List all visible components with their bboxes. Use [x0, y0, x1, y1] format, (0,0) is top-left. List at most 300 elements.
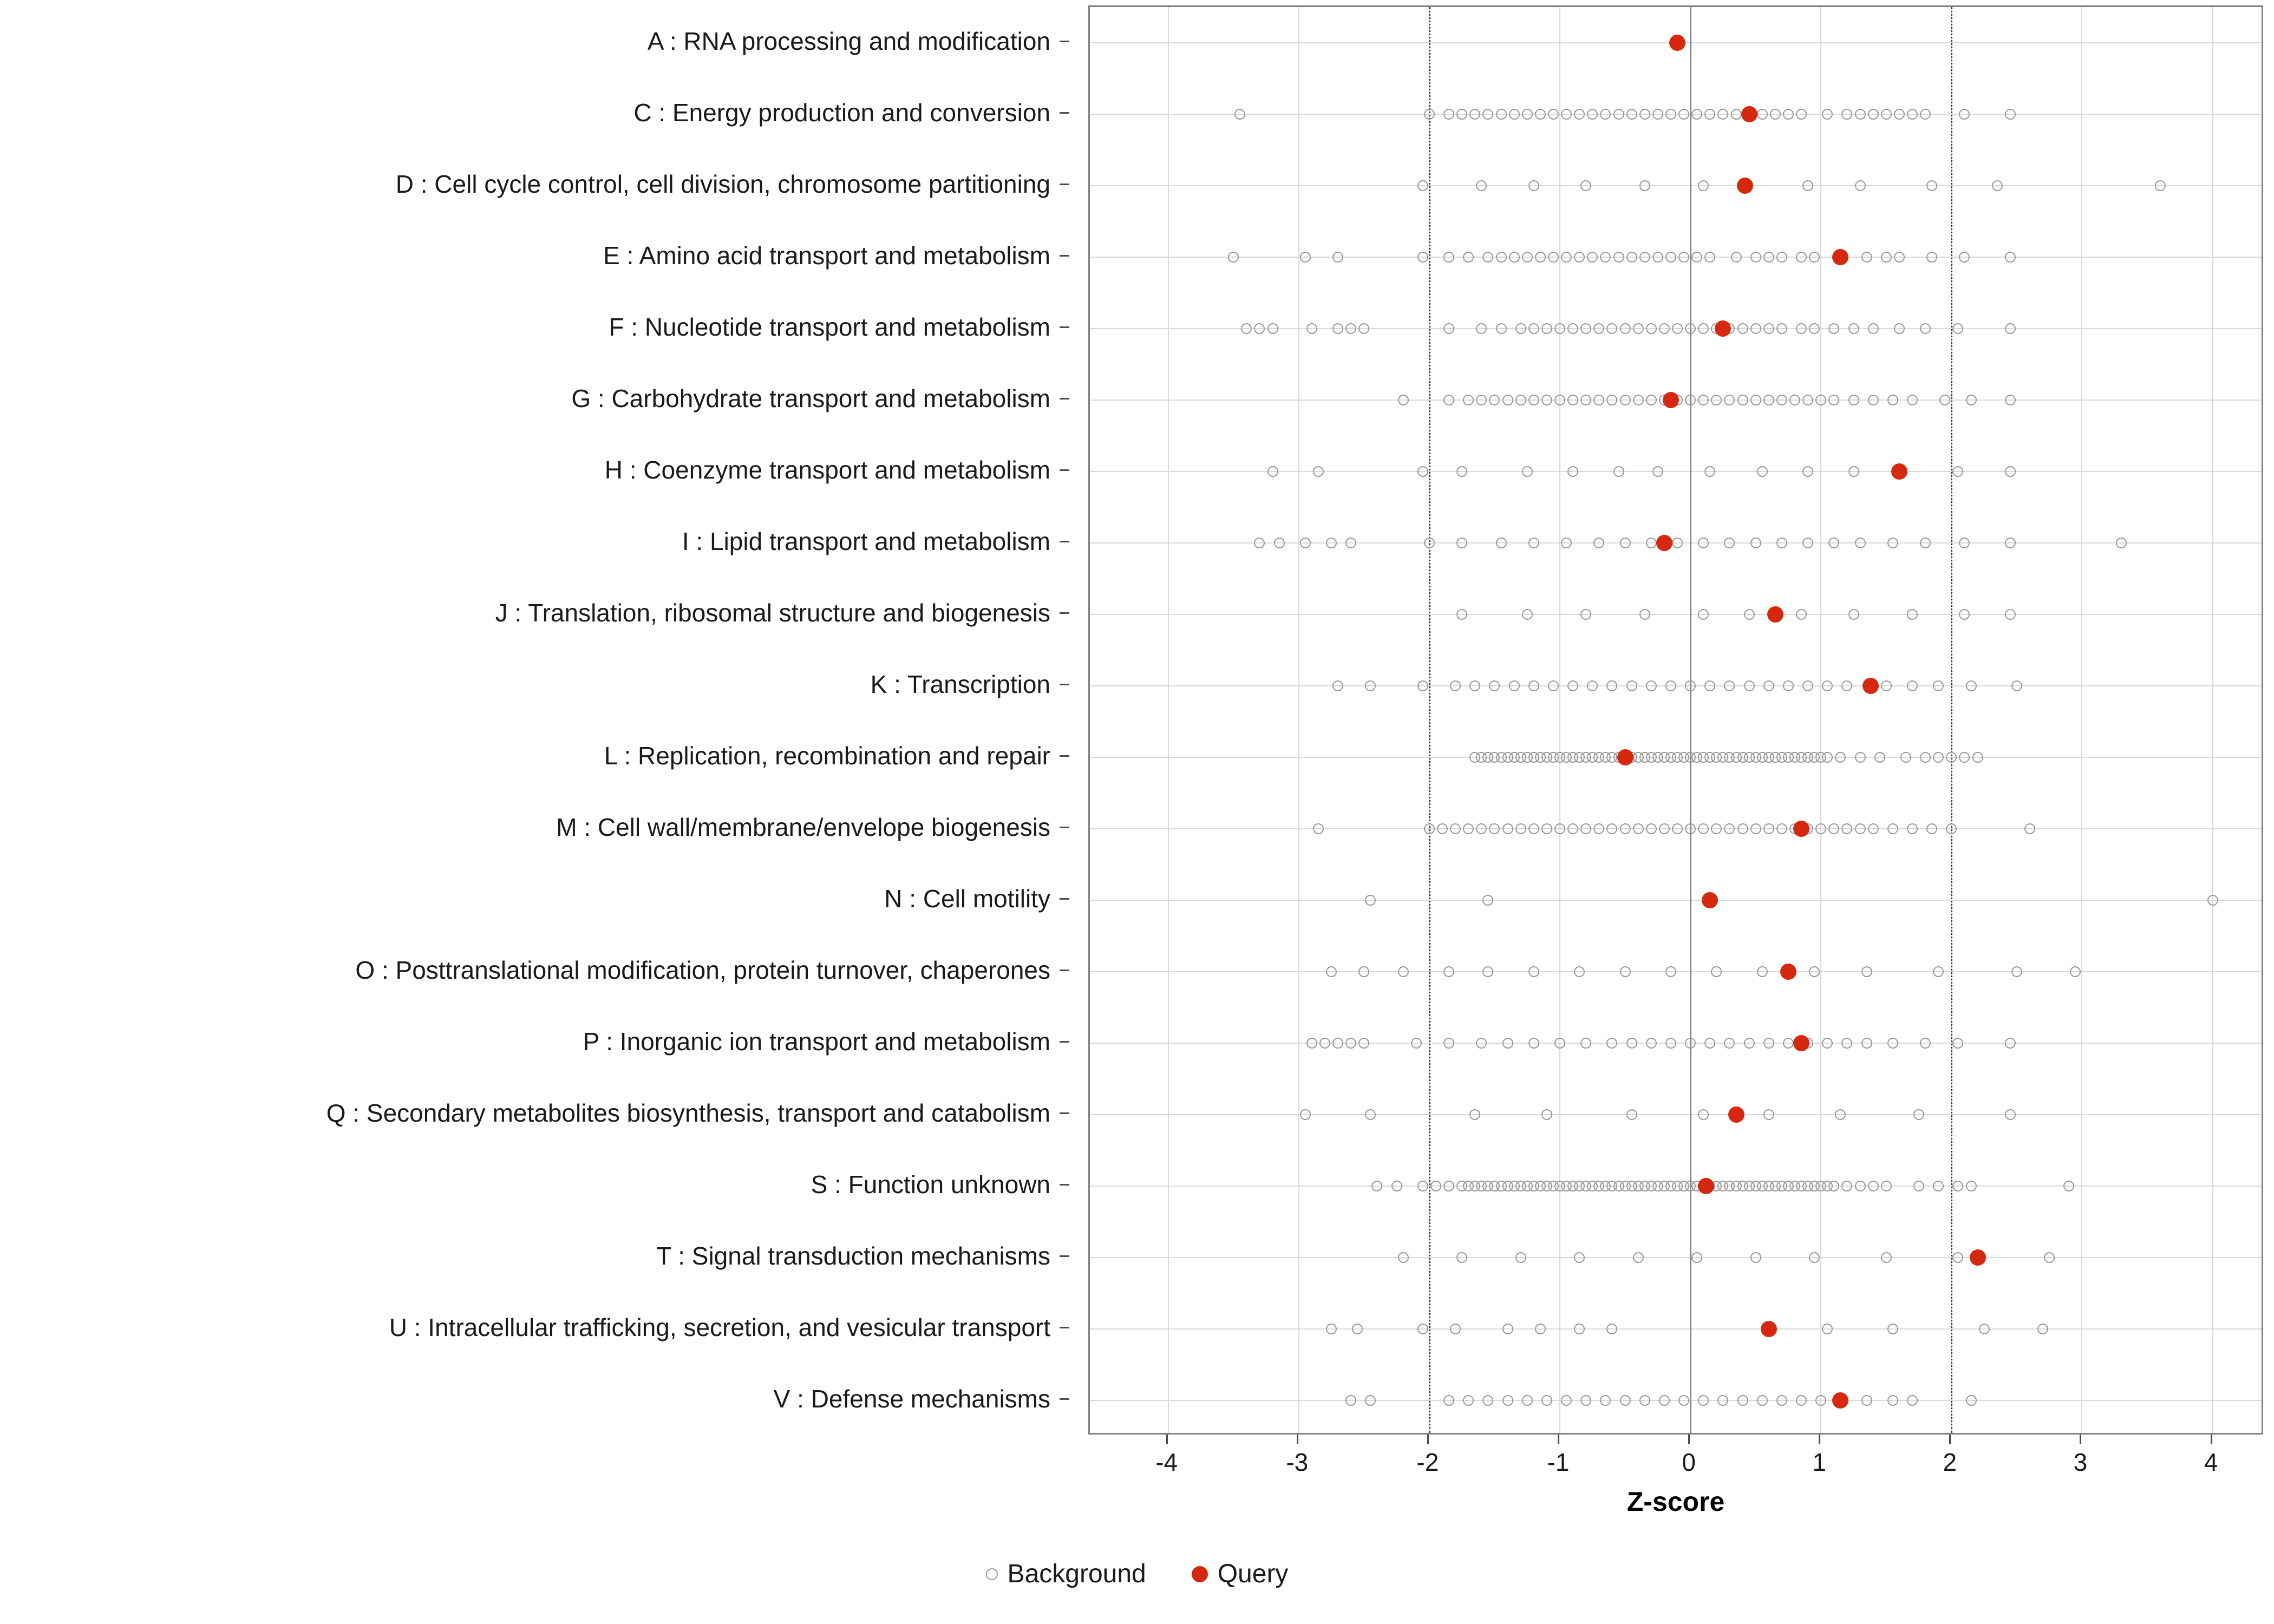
background-point: [1907, 1395, 1918, 1406]
background-point: [2005, 609, 2016, 620]
legend-item-background: [986, 1559, 1146, 1589]
background-point: [1528, 680, 1539, 691]
background-point: [1796, 252, 1807, 263]
background-point: [1646, 538, 1657, 548]
legend-label-background: Background: [1007, 1560, 1146, 1588]
gridline-horizontal: [1090, 900, 2262, 901]
y-axis-label: G : Carbohydrate transport and metabolism: [571, 384, 1050, 412]
background-point: [2005, 466, 2016, 477]
gridline-vertical: [1559, 7, 1560, 1433]
background-point: [1528, 966, 1539, 977]
background-point: [1345, 323, 1356, 334]
background-point: [1802, 395, 1813, 405]
background-point: [1744, 1038, 1755, 1049]
y-axis-label: F : Nucleotide transport and metabolism: [609, 313, 1050, 341]
background-point: [1430, 1181, 1441, 1191]
y-axis-tick: [1060, 1041, 1069, 1043]
background-point: [1750, 538, 1761, 548]
background-point: [1802, 180, 1813, 191]
background-point: [1907, 680, 1918, 691]
background-point: [1371, 1181, 1382, 1191]
background-point: [1326, 538, 1337, 548]
background-point: [1770, 109, 1781, 120]
background-point: [1665, 1038, 1676, 1049]
background-point: [1737, 823, 1748, 834]
background-point: [1502, 823, 1513, 834]
background-point: [1620, 1395, 1631, 1406]
query-point: [1891, 463, 1907, 480]
background-point: [1874, 752, 1885, 763]
background-point: [1456, 609, 1467, 620]
background-point: [1855, 538, 1866, 548]
legend-item-query: [1192, 1559, 1289, 1589]
background-point: [1979, 1324, 1990, 1334]
background-point: [1639, 1395, 1650, 1406]
background-point: [1952, 466, 1963, 477]
background-point: [1704, 1038, 1715, 1049]
background-point: [1750, 323, 1761, 334]
background-point: [1469, 1109, 1480, 1120]
background-point: [2116, 538, 2127, 548]
background-point: [1528, 538, 1539, 548]
background-point: [1966, 1181, 1977, 1191]
background-point: [1646, 395, 1657, 405]
background-point: [2044, 1252, 2055, 1263]
background-point: [1633, 823, 1644, 834]
background-point: [1535, 109, 1546, 120]
background-point: [1639, 109, 1650, 120]
background-point: [1548, 680, 1559, 691]
background-point: [1620, 538, 1631, 548]
y-axis-label: N : Cell motility: [884, 885, 1050, 913]
gridline-horizontal: [1090, 1400, 2262, 1401]
gridline-vertical: [2081, 7, 2082, 1433]
background-point: [1796, 1395, 1807, 1406]
background-point: [1476, 395, 1487, 405]
background-point: [1841, 109, 1852, 120]
background-point: [1561, 252, 1572, 263]
background-point: [1907, 395, 1918, 405]
y-axis-labels: [0, 5, 1069, 1435]
background-point: [1939, 395, 1950, 405]
background-point: [1959, 752, 1970, 763]
background-point: [1815, 823, 1826, 834]
y-axis-tick: [1060, 326, 1069, 328]
x-axis-tick-label: 3: [2073, 1448, 2088, 1476]
background-point: [1972, 752, 1983, 763]
background-point: [1391, 1181, 1402, 1191]
background-point: [1828, 1181, 1839, 1191]
y-axis-label: V : Defense mechanisms: [773, 1385, 1050, 1413]
gridline-vertical: [2212, 7, 2213, 1433]
background-point: [1717, 109, 1728, 120]
x-axis-tick: [1558, 1435, 1559, 1444]
background-point: [1724, 680, 1735, 691]
background-point: [1711, 395, 1722, 405]
background-point: [1424, 538, 1435, 548]
background-point: [1228, 252, 1239, 263]
y-axis-tick: [1060, 684, 1069, 685]
background-point: [1482, 1395, 1493, 1406]
background-point: [1352, 1324, 1363, 1334]
background-point: [1848, 323, 1859, 334]
background-point: [1881, 1252, 1892, 1263]
background-point: [1646, 680, 1657, 691]
background-point: [1463, 1395, 1474, 1406]
background-point: [1567, 466, 1578, 477]
background-point: [1652, 109, 1663, 120]
background-point: [1717, 1395, 1728, 1406]
background-point: [1365, 680, 1376, 691]
background-point: [1476, 180, 1487, 191]
query-point: [1741, 106, 1757, 122]
background-point: [1763, 823, 1774, 834]
background-point: [1398, 966, 1409, 977]
background-point: [1541, 823, 1552, 834]
background-point: [1502, 1038, 1513, 1049]
x-axis-tick: [1427, 1435, 1429, 1444]
background-point: [1300, 252, 1311, 263]
background-point: [1685, 823, 1696, 834]
background-point: [2005, 538, 2016, 548]
background-point: [1600, 109, 1611, 120]
background-point: [1678, 109, 1689, 120]
background-point: [1776, 538, 1787, 548]
query-point: [1767, 606, 1783, 623]
background-point: [1894, 323, 1905, 334]
background-point: [1482, 252, 1493, 263]
background-point: [1828, 323, 1839, 334]
background-point: [1711, 823, 1722, 834]
background-point: [1417, 1324, 1428, 1334]
background-point: [1796, 323, 1807, 334]
background-point: [1828, 538, 1839, 548]
background-point: [1757, 1395, 1768, 1406]
background-point: [1861, 252, 1872, 263]
background-point: [1580, 395, 1591, 405]
background-point: [1750, 1252, 1761, 1263]
background-point: [1698, 180, 1709, 191]
background-point: [1496, 323, 1507, 334]
background-point: [1646, 1038, 1657, 1049]
gridline-horizontal: [1090, 614, 2262, 615]
background-point: [1580, 323, 1591, 334]
y-axis-label: P : Inorganic ion transport and metabolism: [583, 1027, 1050, 1056]
background-point: [1763, 680, 1774, 691]
background-point: [1509, 252, 1520, 263]
background-point: [1476, 823, 1487, 834]
background-point: [1417, 180, 1428, 191]
background-point: [1332, 252, 1343, 263]
query-point: [1702, 892, 1718, 908]
background-point: [1652, 252, 1663, 263]
background-point: [1887, 538, 1898, 548]
background-point: [1698, 538, 1709, 548]
background-point: [1535, 1324, 1546, 1334]
background-point: [1894, 109, 1905, 120]
background-point: [1358, 1038, 1369, 1049]
background-point: [1541, 395, 1552, 405]
background-point: [1476, 323, 1487, 334]
query-point: [1669, 35, 1685, 51]
query-point: [1793, 821, 1809, 837]
y-axis-tick: [1060, 1398, 1069, 1400]
background-point: [2155, 180, 2166, 191]
background-point: [1639, 609, 1650, 620]
background-point: [1606, 823, 1617, 834]
reference-line-zero: [1690, 7, 1691, 1433]
x-axis-tick-label: -4: [1155, 1448, 1178, 1476]
background-point: [1561, 109, 1572, 120]
background-point: [1502, 1395, 1513, 1406]
background-point: [1580, 609, 1591, 620]
background-point: [1554, 323, 1565, 334]
background-point: [1992, 180, 2003, 191]
background-point: [1855, 180, 1866, 191]
gridline-vertical: [1298, 7, 1299, 1433]
y-axis-tick: [1060, 1255, 1069, 1257]
gridline-horizontal: [1090, 1114, 2262, 1115]
gridline-horizontal: [1090, 185, 2262, 186]
background-point: [1802, 466, 1813, 477]
background-point: [1959, 609, 1970, 620]
background-point: [1926, 180, 1937, 191]
background-point: [1685, 680, 1696, 691]
background-point: [1698, 609, 1709, 620]
filled-circle-icon: [1192, 1566, 1208, 1582]
background-point: [1907, 609, 1918, 620]
y-axis-label: K : Transcription: [870, 670, 1050, 698]
background-point: [1966, 680, 1977, 691]
plot-area: [1090, 7, 2262, 1433]
background-point: [1561, 1395, 1572, 1406]
background-point: [1450, 823, 1461, 834]
background-point: [1822, 109, 1833, 120]
x-axis-tick-label: 2: [1943, 1448, 1957, 1476]
background-point: [1789, 395, 1800, 405]
background-point: [1365, 895, 1376, 906]
background-point: [1855, 752, 1866, 763]
background-point: [1698, 395, 1709, 405]
background-point: [1496, 252, 1507, 263]
y-axis-label: S : Function unknown: [811, 1170, 1050, 1199]
background-point: [1443, 1038, 1454, 1049]
background-point: [1822, 1324, 1833, 1334]
background-point: [1933, 680, 1944, 691]
background-point: [1482, 109, 1493, 120]
background-point: [1528, 323, 1539, 334]
background-point: [1665, 252, 1676, 263]
background-point: [2024, 823, 2035, 834]
background-point: [1646, 823, 1657, 834]
background-point: [1574, 252, 1585, 263]
background-point: [1528, 180, 1539, 191]
y-axis-tick: [1060, 970, 1069, 971]
background-point: [1456, 109, 1467, 120]
y-axis-tick: [1060, 612, 1069, 614]
background-point: [1868, 109, 1879, 120]
background-point: [1959, 109, 1970, 120]
background-point: [1398, 395, 1409, 405]
background-point: [1606, 323, 1617, 334]
background-point: [1319, 1038, 1330, 1049]
background-point: [1711, 966, 1722, 977]
y-axis-tick: [1060, 1112, 1069, 1114]
background-point: [1763, 1038, 1774, 1049]
background-point: [1776, 1395, 1787, 1406]
background-point: [1920, 538, 1931, 548]
background-point: [1841, 680, 1852, 691]
background-point: [1548, 252, 1559, 263]
background-point: [1809, 252, 1820, 263]
gridline-vertical: [1820, 7, 1821, 1433]
background-point: [1620, 966, 1631, 977]
background-point: [1587, 680, 1598, 691]
background-point: [1822, 752, 1833, 763]
background-point: [1620, 395, 1631, 405]
background-point: [1861, 1395, 1872, 1406]
y-axis-tick: [1060, 255, 1069, 257]
background-point: [1868, 323, 1879, 334]
background-point: [1698, 823, 1709, 834]
background-point: [1502, 1324, 1513, 1334]
background-point: [1704, 252, 1715, 263]
query-point: [1663, 392, 1679, 408]
y-axis-label: I : Lipid transport and metabolism: [682, 527, 1050, 555]
background-point: [1868, 1181, 1879, 1191]
x-axis-tick-label: -3: [1286, 1448, 1309, 1476]
background-point: [1606, 1038, 1617, 1049]
background-point: [1345, 1395, 1356, 1406]
query-point: [1780, 964, 1796, 980]
background-point: [1704, 109, 1715, 120]
background-point: [1835, 1109, 1846, 1120]
x-axis-tick: [1819, 1435, 1820, 1444]
background-point: [1737, 1395, 1748, 1406]
background-point: [1802, 680, 1813, 691]
background-point: [1731, 252, 1742, 263]
background-point: [1522, 609, 1533, 620]
background-point: [1900, 752, 1911, 763]
background-point: [1737, 395, 1748, 405]
y-axis-label: A : RNA processing and modification: [647, 27, 1050, 55]
background-point: [1724, 395, 1735, 405]
background-point: [1698, 1395, 1709, 1406]
background-point: [1574, 1324, 1585, 1334]
background-point: [1881, 109, 1892, 120]
background-point: [1744, 680, 1755, 691]
background-point: [1828, 395, 1839, 405]
background-point: [1776, 323, 1787, 334]
background-point: [1822, 680, 1833, 691]
query-point: [1617, 749, 1633, 765]
background-point: [1737, 323, 1748, 334]
background-point: [1757, 966, 1768, 977]
background-point: [1659, 323, 1670, 334]
background-point: [1580, 1395, 1591, 1406]
background-point: [1633, 1252, 1644, 1263]
background-point: [1489, 823, 1500, 834]
background-point: [1515, 823, 1526, 834]
background-point: [1848, 395, 1859, 405]
background-point: [1456, 1252, 1467, 1263]
background-point: [1672, 323, 1683, 334]
background-point: [1567, 395, 1578, 405]
background-point: [1593, 323, 1604, 334]
background-point: [1463, 395, 1474, 405]
background-point: [1881, 1181, 1892, 1191]
x-axis-tick: [1949, 1435, 1951, 1444]
background-point: [1783, 109, 1794, 120]
background-point: [1554, 1038, 1565, 1049]
background-point: [1463, 823, 1474, 834]
y-axis-tick: [1060, 827, 1069, 828]
background-point: [1633, 395, 1644, 405]
background-point: [1241, 323, 1252, 334]
y-axis-tick: [1060, 398, 1069, 400]
background-point: [1809, 323, 1820, 334]
background-point: [1234, 109, 1245, 120]
background-point: [1907, 823, 1918, 834]
query-point: [1832, 249, 1848, 265]
background-point: [1267, 323, 1278, 334]
background-point: [1620, 823, 1631, 834]
background-point: [2037, 1324, 2048, 1334]
background-point: [1698, 1109, 1709, 1120]
y-axis-tick: [1060, 541, 1069, 542]
background-point: [1548, 109, 1559, 120]
background-point: [1913, 1109, 1924, 1120]
background-point: [1946, 752, 1957, 763]
background-point: [1815, 395, 1826, 405]
background-point: [1691, 1252, 1702, 1263]
background-point: [1626, 252, 1637, 263]
background-point: [1463, 252, 1474, 263]
background-point: [1332, 680, 1343, 691]
background-point: [1841, 1181, 1852, 1191]
background-point: [1685, 1038, 1696, 1049]
y-axis-label: L : Replication, recombination and repair: [604, 742, 1050, 770]
background-point: [1894, 252, 1905, 263]
background-point: [1574, 1252, 1585, 1263]
background-point: [1907, 109, 1918, 120]
background-point: [1776, 252, 1787, 263]
background-point: [1515, 1252, 1526, 1263]
background-point: [1926, 823, 1937, 834]
background-point: [1561, 538, 1572, 548]
background-point: [1913, 1181, 1924, 1191]
background-point: [1757, 109, 1768, 120]
background-point: [1828, 823, 1839, 834]
background-point: [1567, 680, 1578, 691]
background-point: [1952, 1252, 1963, 1263]
background-point: [1868, 395, 1879, 405]
x-axis-tick-label: 1: [1812, 1448, 1827, 1476]
background-point: [1574, 966, 1585, 977]
background-point: [1633, 323, 1644, 334]
y-axis-tick: [1060, 469, 1069, 471]
background-point: [1469, 109, 1480, 120]
background-point: [1763, 395, 1774, 405]
legend-label-query: Query: [1217, 1560, 1289, 1588]
background-point: [2005, 109, 2016, 120]
background-point: [1274, 538, 1285, 548]
background-point: [1887, 395, 1898, 405]
background-point: [1424, 823, 1435, 834]
background-point: [1326, 1324, 1337, 1334]
background-point: [1267, 466, 1278, 477]
background-point: [1437, 823, 1448, 834]
